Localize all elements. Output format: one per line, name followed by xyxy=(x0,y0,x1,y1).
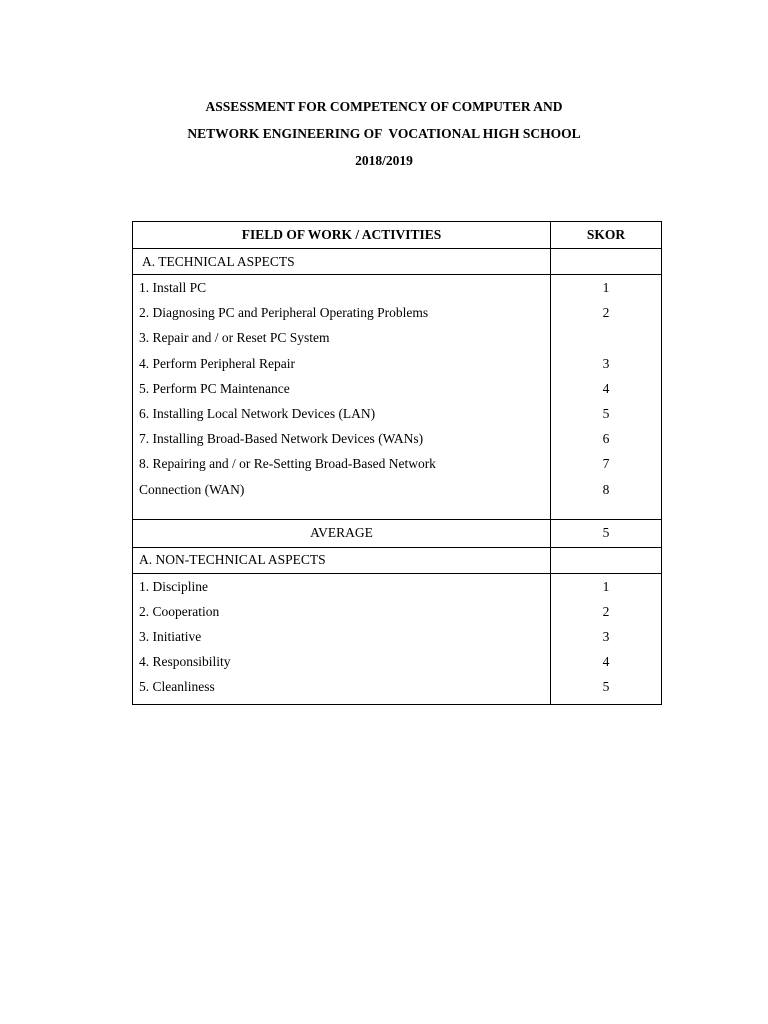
average-value: 5 xyxy=(551,519,662,547)
list-item: 2. Cooperation xyxy=(139,603,220,619)
list-item: 4. Responsibility xyxy=(139,654,231,670)
non-technical-heading-row xyxy=(133,547,662,573)
list-item: 1. Install PC xyxy=(139,280,207,295)
list-item: 5. Perform PC Maintenance xyxy=(139,380,290,396)
list-item: 3. Repair and / or Reset PC System xyxy=(139,330,330,346)
list-item: 1. Discipline xyxy=(139,578,208,594)
title-line-2: NETWORK ENGINEERING OF VOCATIONAL HIGH SCHOOL xyxy=(187,126,581,141)
technical-items-row xyxy=(133,275,662,520)
non-technical-items xyxy=(133,573,551,704)
header-field: FIELD OF WORK / ACTIVITIES xyxy=(133,222,551,249)
list-item: 8. Repairing and / or Re-Setting Broad-Based Network xyxy=(139,456,436,472)
document-title xyxy=(0,93,768,174)
list-item: 5. Cleanliness xyxy=(139,679,215,695)
technical-heading-row xyxy=(133,249,662,275)
technical-heading-score xyxy=(551,249,662,275)
average-row xyxy=(133,519,662,547)
technical-scores xyxy=(551,275,662,520)
average-label: AVERAGE xyxy=(133,519,551,547)
list-item: 4. Perform Peripheral Repair xyxy=(139,355,295,371)
score-value xyxy=(551,325,661,350)
score-value: 4 xyxy=(602,654,610,670)
technical-heading: A. TECHNICAL ASPECTS xyxy=(133,249,551,275)
title-line-3: 2018/2019 xyxy=(355,153,413,168)
list-item: 7. Installing Broad-Based Network Devices (WANs) xyxy=(139,431,424,447)
table-header-row xyxy=(133,222,662,249)
score-value: 5 xyxy=(602,405,610,421)
score-value: 2 xyxy=(602,603,610,619)
score-value: 2 xyxy=(602,305,610,321)
non-technical-scores xyxy=(551,573,662,704)
list-item: 2. Diagnosing PC and Peripheral Operating Problems xyxy=(139,305,429,321)
list-item: 3. Initiative xyxy=(139,629,202,645)
score-value: 3 xyxy=(602,355,610,371)
non-technical-heading-score xyxy=(551,547,662,573)
list-item: 6. Installing Local Network Devices (LAN) xyxy=(139,405,376,421)
score-value: 6 xyxy=(602,431,610,447)
title-line-1: ASSESSMENT FOR COMPETENCY OF COMPUTER AND xyxy=(205,99,563,114)
score-value: 3 xyxy=(602,629,610,645)
header-score: SKOR xyxy=(551,222,662,249)
technical-items xyxy=(133,275,551,520)
non-technical-heading: A. NON-TECHNICAL ASPECTS xyxy=(133,547,551,573)
score-value: 4 xyxy=(602,380,610,396)
score-value: 7 xyxy=(602,456,610,472)
assessment-table xyxy=(132,221,662,705)
score-value: 1 xyxy=(602,280,610,295)
score-value: 5 xyxy=(602,679,610,695)
non-technical-items-row xyxy=(133,573,662,704)
score-value: 8 xyxy=(602,481,610,497)
assessment-table-container xyxy=(132,221,661,705)
list-item: Connection (WAN) xyxy=(139,481,245,497)
score-value: 1 xyxy=(602,578,610,594)
